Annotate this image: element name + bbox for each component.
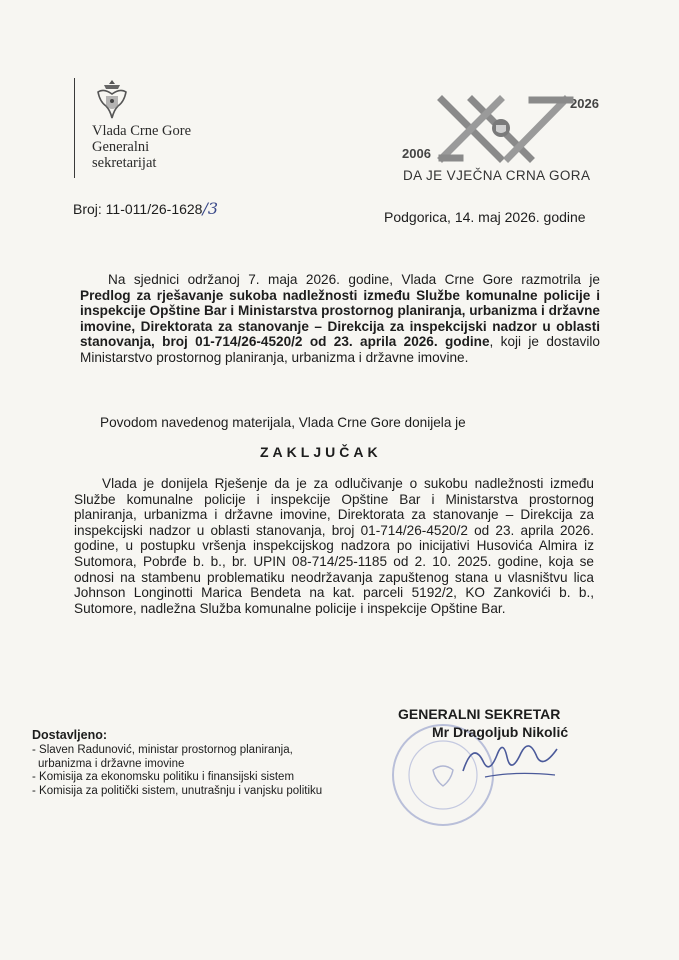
- reference-handwritten-suffix: /3: [202, 199, 219, 218]
- coat-of-arms-icon: [90, 76, 134, 122]
- conclusion-paragraph: Vlada je donijela Rješenje da je za odlučivanje o sukobu nadležnosti između Službe komunalne policije i inspekcije Opštine Bar i Ministarstva prostornog planiranja, urbanizma i državne imovine, Direktorata za stanovanje – Direkcija za inspekcijski nadzor u oblasti stanovanja, broj 01-714/26-4520/2 od 23. aprila 2026. godine, u postupku vršenja inspekcijskog nadzora po inicijativi Husovića Almira iz Sutomora, Pobrđe b. b., br. UPIN 08-714/25-1185 od 2. 10. 2025. godine, koja se odnosi na stambenu problematiku neodržavanja zapuštenog stana u vlasništvu lica Johnson Longinotti Marica Bendeta na kat. parceli 5192/2, KO Zankovići b. b., Sutomore, nadležna Služba komunalne policije i inspekcije Opštine Bar.: [74, 476, 594, 616]
- org-line: sekretarijat: [92, 155, 157, 171]
- anniversary-year-end: 2026: [570, 96, 599, 111]
- anniversary-year-start: 2006: [402, 146, 431, 161]
- reference-number: [73, 199, 218, 218]
- signer-title: GENERALNI SEKRETAR: [398, 706, 561, 722]
- small-coat-icon: [492, 119, 510, 137]
- org-line: Generalni: [92, 139, 150, 155]
- intro-paragraph: [80, 272, 600, 366]
- reference-number-text: Broj: 11-011/26-1628: [73, 201, 203, 217]
- conclusion-heading: ZAKLJUČAK: [260, 444, 382, 460]
- header-rule: [74, 78, 75, 178]
- decision-lead: Povodom navedenog materijala, Vlada Crne Gore donijela je: [100, 415, 466, 430]
- intro-lead: Na sjednici održanoj 7. maja 2026. godine, Vlada Crne Gore razmotrila je: [108, 272, 600, 287]
- government-name: [92, 123, 191, 171]
- signer-name: Mr Dragoljub Nikolić: [432, 724, 569, 740]
- distribution-item: - Komisija za politički sistem, unutrašnju i vanjsku politiku: [32, 784, 323, 797]
- place-date: Podgorica, 14. maj 2026. godine: [384, 209, 586, 225]
- distribution-item: - Komisija za ekonomsku politiku i finansijski sistem: [32, 771, 295, 783]
- org-line: Vlada Crne Gore: [92, 123, 192, 139]
- intro-tail: , koji je dostavilo Ministarstvo prostornog planiranja, urbanizma i državne imovine.: [80, 334, 600, 365]
- intro-bold-subject: Predlog za rješavanje sukoba nadležnosti između Službe komunalne policije i inspekcije Opštine Bar i Ministarstva prostornog planiranja, urbanizma i državne imovine, Direktorata za stanovanje – Direkcija za inspekcijski nadzor u oblasti stanovanja, broj 01-714/26-4520/2 od 23. aprila 2026. godine: [80, 287, 600, 350]
- distribution-title: Dostavljeno:: [32, 728, 108, 742]
- distribution-item: - Slaven Radunović, ministar prostornog planiranja,: [32, 744, 293, 756]
- handwritten-signature-icon: [455, 735, 575, 785]
- distribution-item: urbanizma i državne imovine: [38, 757, 185, 770]
- anniversary-tagline: DA JE VJEČNA CRNA GORA: [403, 168, 591, 183]
- distribution-list: [32, 744, 322, 798]
